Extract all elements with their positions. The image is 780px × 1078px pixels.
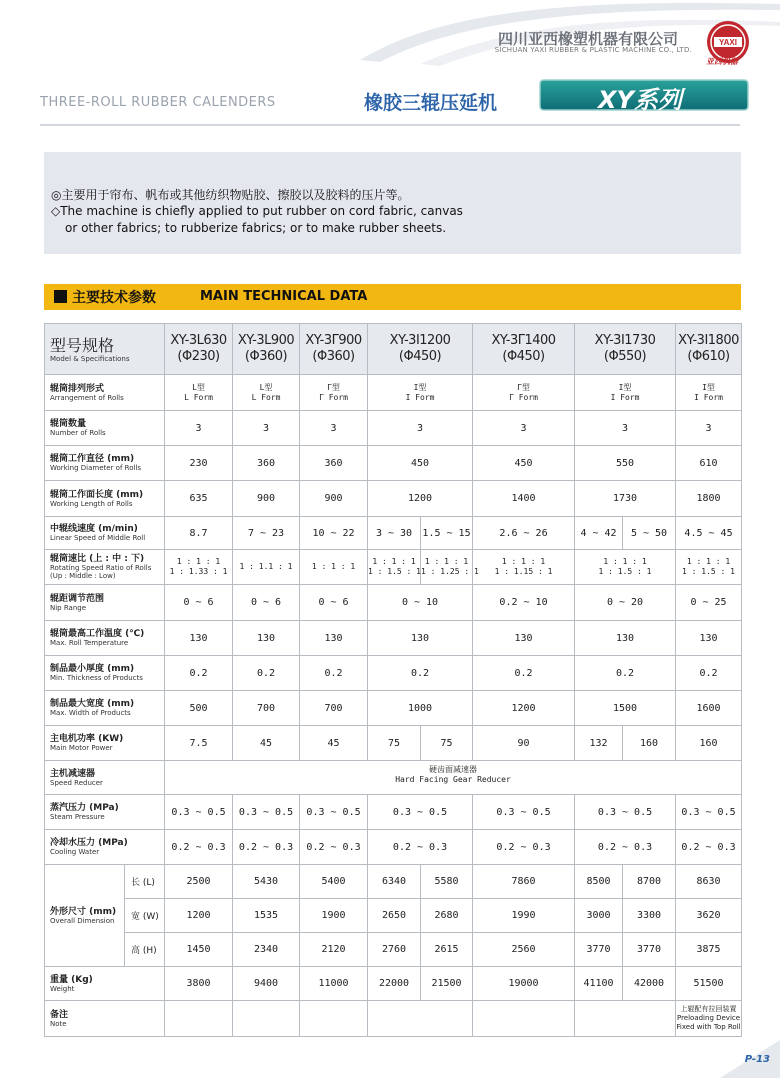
cell-text: Max. Width of Products — [50, 709, 131, 717]
model-col-6 — [575, 324, 676, 375]
table-cell: 8.7 — [165, 517, 233, 550]
cell-text: XY-3I1800 — [678, 333, 739, 348]
section-title-cn: 主要技术参数 — [72, 290, 156, 306]
table-cell: 7860 — [473, 865, 575, 899]
cell-text: (Φ550) — [603, 349, 647, 364]
cell-text: Hard Facing Gear Reducer — [395, 775, 511, 784]
cell-text: 1 : 1.25 : 1 — [421, 567, 479, 576]
table-cell: 0.2 ~ 0.3 — [233, 830, 300, 865]
table-cell — [368, 550, 421, 585]
table-cell: 90 — [473, 726, 575, 761]
cell-text: 1 : 1 : 1 — [311, 562, 356, 571]
table-row-power — [45, 726, 742, 761]
table-cell: 130 — [473, 621, 575, 656]
table-row-reducer — [45, 761, 742, 795]
cell-text: 主机减速器 — [50, 768, 96, 779]
cell-text: Cooling Water — [50, 848, 100, 856]
table-cell: 700 — [233, 691, 300, 726]
table-cell: 19000 — [473, 967, 575, 1001]
table-cell: 130 — [165, 621, 233, 656]
table-cell: 3770 — [623, 933, 676, 967]
table-cell: 230 — [165, 446, 233, 481]
cell-text: 辊筒最高工作温度 (℃) — [50, 629, 145, 639]
cell-text: XY-3I1730 — [594, 333, 656, 348]
table-cell: 360 — [233, 446, 300, 481]
model-col-4 — [368, 324, 473, 375]
cell-text: Linear Speed of Middle Roll — [50, 534, 146, 542]
table-cell — [421, 550, 479, 585]
table-cell: 130 — [368, 621, 473, 656]
table-row-thickness — [45, 656, 742, 691]
row-label — [45, 1001, 165, 1037]
table-cell: 0.2 — [676, 656, 742, 691]
section-square-icon — [54, 290, 67, 303]
table-cell: 3300 — [623, 899, 676, 933]
table-cell — [473, 1001, 575, 1037]
table-cell: 1.5 ~ 15 — [421, 517, 473, 550]
cell-text: (Φ610) — [687, 349, 730, 364]
cell-text: I Form — [405, 392, 435, 402]
table-cell: 1200 — [368, 481, 473, 517]
row-label — [45, 517, 165, 550]
table-cell: 22000 — [368, 967, 421, 1001]
table-cell: 3620 — [676, 899, 742, 933]
cell-text: 辊距调节范围 — [50, 593, 105, 604]
table-cell — [233, 375, 300, 411]
company-name-cn: 四川亚西橡塑机器有限公司 — [497, 30, 678, 48]
table-cell: 360 — [300, 446, 368, 481]
table-cell: 3 — [575, 411, 676, 446]
table-cell — [368, 1001, 473, 1037]
table-row-arrangement — [45, 375, 742, 411]
table-cell: 1200 — [165, 899, 233, 933]
cell-text: (Φ360) — [244, 349, 288, 364]
table-cell: 5430 — [233, 865, 300, 899]
cell-text: Working Length of Rolls — [50, 499, 133, 508]
table-cell — [165, 1001, 233, 1037]
cell-text: Weight — [50, 984, 75, 993]
cell-text: 1 : 1.33 : 1 — [169, 567, 228, 576]
table-row-steam — [45, 795, 742, 830]
table-cell: 3770 — [575, 933, 623, 967]
table-cell: 0 ~ 25 — [676, 585, 742, 621]
table-cell: 0 ~ 10 — [368, 585, 473, 621]
table-cell: 635 — [165, 481, 233, 517]
model-label-en: Model & Specifications — [50, 354, 130, 363]
table-cell: 500 — [165, 691, 233, 726]
cell-text: XY-3L630 — [170, 333, 227, 348]
cell-text: 中辊线速度 (m/min) — [50, 524, 138, 534]
cell-text: Overall Dimension — [50, 916, 115, 925]
table-cell: 2650 — [368, 899, 421, 933]
table-cell — [233, 550, 300, 585]
cell-text: 辊筒工作直径 (mm) — [50, 454, 135, 464]
table-cell: 130 — [300, 621, 368, 656]
cell-text: 1 : 1.5 : 1 — [682, 567, 735, 576]
table-row-diameter — [45, 446, 742, 481]
cell-text: 备注 — [50, 1009, 69, 1020]
table-cell: 0.2 — [368, 656, 473, 691]
row-label — [45, 691, 165, 726]
table-row-number — [45, 411, 742, 446]
table-cell: 0.3 ~ 0.5 — [575, 795, 676, 830]
cell-text: I型 — [702, 382, 715, 392]
row-label — [45, 795, 165, 830]
cell-text: Γ型 — [517, 382, 530, 392]
table-cell — [575, 1001, 676, 1037]
cell-text: (Φ230) — [177, 349, 220, 364]
table-cell: 0 ~ 6 — [165, 585, 233, 621]
table-cell: 3875 — [676, 933, 742, 967]
cell-text: Fixed with Top Roll — [676, 1023, 741, 1031]
cell-text: 辊筒排列形式 — [50, 383, 105, 394]
table-cell: 8700 — [623, 865, 676, 899]
table-cell: 45 — [300, 726, 368, 761]
table-row-weight — [45, 967, 742, 1001]
table-row-dim-h — [45, 933, 742, 967]
cell-text: 1 : 1 : 1 — [372, 557, 416, 566]
model-col-5 — [473, 324, 575, 375]
table-cell: 6340 — [368, 865, 421, 899]
table-cell: 1730 — [575, 481, 676, 517]
table-row-ratio — [45, 550, 742, 585]
cell-text: XY-3Γ1400 — [491, 333, 556, 348]
table-cell: 3 — [676, 411, 742, 446]
cell-text: Γ型 — [327, 382, 340, 392]
section-title-en: MAIN TECHNICAL DATA — [200, 289, 368, 304]
cell-text: 1 : 1.5 : 1 — [368, 567, 421, 576]
table-cell: 7.5 — [165, 726, 233, 761]
cell-text: Number of Rolls — [50, 429, 106, 437]
table-cell: 130 — [676, 621, 742, 656]
table-row-note — [45, 1001, 742, 1037]
table-cell — [165, 550, 233, 585]
table-cell: 5400 — [300, 865, 368, 899]
table-cell: 4 ~ 42 — [575, 517, 623, 550]
table-cell — [165, 761, 742, 795]
cell-text: 1 : 1 : 1 — [424, 557, 469, 566]
table-cell: 900 — [233, 481, 300, 517]
table-cell: 0 ~ 6 — [233, 585, 300, 621]
table-cell: 0.2 — [233, 656, 300, 691]
cell-text: 1 : 1.1 : 1 — [239, 562, 293, 571]
table-cell: 0.3 ~ 0.5 — [676, 795, 742, 830]
table-cell: 160 — [623, 726, 676, 761]
table-cell: 550 — [575, 446, 676, 481]
table-cell — [575, 550, 676, 585]
table-cell: 0.2 — [473, 656, 575, 691]
table-cell: 3 — [233, 411, 300, 446]
table-cell: 高 (H) — [125, 933, 165, 967]
table-cell: 0.3 ~ 0.5 — [300, 795, 368, 830]
table-cell: 0.2 ~ 0.3 — [368, 830, 473, 865]
header-divider — [40, 124, 740, 126]
table-cell: 45 — [233, 726, 300, 761]
cell-text: 蒸汽压力 (MPa) — [50, 803, 119, 813]
row-label — [45, 446, 165, 481]
title-cn: 橡胶三辊压延机 — [364, 92, 498, 114]
cell-text: Γ Form — [319, 392, 348, 402]
table-cell: 宽 (W) — [125, 899, 165, 933]
intro-line-en-1: ◇The machine is chiefly applied to put rubber on cord fabric, canvas — [51, 204, 463, 218]
cell-text: 辊筒数量 — [50, 419, 87, 429]
row-label — [45, 761, 165, 795]
table-cell: 3 — [165, 411, 233, 446]
table-cell: 0.2 — [575, 656, 676, 691]
table-cell: 132 — [575, 726, 623, 761]
table-cell — [575, 375, 676, 411]
cell-text: Working Diameter of Rolls — [50, 464, 142, 472]
table-cell: 160 — [676, 726, 742, 761]
table-row-width — [45, 691, 742, 726]
logo-lettering: YAXI — [719, 38, 737, 47]
table-cell: 1990 — [473, 899, 575, 933]
row-label — [45, 865, 125, 967]
table-row-speed — [45, 517, 742, 550]
cell-text: (Φ360) — [312, 349, 355, 364]
cell-text: Preloading Device — [676, 1014, 741, 1022]
table-cell: 0.2 ~ 0.3 — [676, 830, 742, 865]
cell-text: XY-3Γ900 — [305, 333, 362, 348]
table-row-temperature — [45, 621, 742, 656]
table-cell: 4.5 ~ 45 — [676, 517, 742, 550]
cell-text: 外形尺寸 (mm) — [50, 906, 117, 917]
cell-text: (Φ450) — [398, 349, 442, 364]
table-cell: 0.3 ~ 0.5 — [165, 795, 233, 830]
table-row-length — [45, 481, 742, 517]
cell-text: 1 : 1.5 : 1 — [598, 567, 652, 576]
row-label — [45, 550, 165, 585]
table-cell — [676, 375, 742, 411]
cell-text: L Form — [251, 392, 281, 402]
table-cell: 0 ~ 20 — [575, 585, 676, 621]
row-label — [45, 967, 165, 1001]
table-cell: 2.6 ~ 26 — [473, 517, 575, 550]
table-cell — [300, 375, 368, 411]
table-cell: 2760 — [368, 933, 421, 967]
table-cell: 5580 — [421, 865, 473, 899]
table-cell: 2615 — [421, 933, 473, 967]
table-cell: 0.2 ~ 0.3 — [473, 830, 575, 865]
table-cell — [300, 1001, 368, 1037]
table-cell: 0.2 ~ 0.3 — [575, 830, 676, 865]
cell-text: 辊筒速比 (上 : 中 : 下) — [50, 554, 145, 564]
table-cell — [165, 375, 233, 411]
cell-text: 制品最大宽度 (mm) — [50, 699, 135, 709]
table-cell: 75 — [421, 726, 473, 761]
table-cell: 3 — [368, 411, 473, 446]
table-cell: 9400 — [233, 967, 300, 1001]
cell-text: Max. Roll Temperature — [50, 639, 129, 647]
table-cell — [676, 550, 742, 585]
row-label — [45, 726, 165, 761]
table-cell: 3 — [473, 411, 575, 446]
table-cell: 2560 — [473, 933, 575, 967]
cell-text: L型 — [259, 382, 273, 392]
table-cell: 21500 — [421, 967, 473, 1001]
table-cell: 1600 — [676, 691, 742, 726]
table-cell: 0.2 ~ 0.3 — [165, 830, 233, 865]
table-cell: 1200 — [473, 691, 575, 726]
cell-text: 冷却水压力 (MPa) — [50, 838, 128, 848]
table-cell: 5 ~ 50 — [623, 517, 676, 550]
table-cell: 2680 — [421, 899, 473, 933]
table-cell: 130 — [233, 621, 300, 656]
cell-text: (Φ450) — [502, 349, 545, 364]
row-label — [45, 621, 165, 656]
cell-text: 主电机功率 (KW) — [50, 734, 124, 744]
intro-line-en-2: or other fabrics; to rubberize fabrics; or to make rubber sheets. — [65, 221, 447, 235]
table-cell: 0.3 ~ 0.5 — [473, 795, 575, 830]
table-cell — [473, 375, 575, 411]
table-cell: 0.2 — [300, 656, 368, 691]
cell-text: Rotating Speed Ratio of Rolls — [50, 564, 152, 572]
logo-caption: 亚西机器 — [706, 57, 738, 66]
table-cell: 2120 — [300, 933, 368, 967]
table-cell: 0.2 ~ 10 — [473, 585, 575, 621]
table-cell: 1000 — [368, 691, 473, 726]
table-cell: 41100 — [575, 967, 623, 1001]
cell-text: 1 : 1 : 1 — [176, 557, 221, 566]
table-row-dim-w — [45, 899, 742, 933]
header-swoosh — [0, 0, 780, 140]
table-cell: 8630 — [676, 865, 742, 899]
intro-line-cn: ◎主要用于帘布、帆布或其他纺织物贴胶、擦胶以及胶料的压片等。 — [51, 188, 410, 202]
table-cell: 2340 — [233, 933, 300, 967]
cell-text: Note — [50, 1019, 67, 1028]
cell-text: Nip Range — [50, 603, 87, 612]
cell-text: I Form — [694, 392, 723, 402]
cell-text: 1 : 1 : 1 — [603, 557, 647, 566]
table-cell — [233, 1001, 300, 1037]
cell-text: 辊筒工作面长度 (mm) — [50, 489, 144, 500]
model-col-3 — [300, 324, 368, 375]
table-cell: 900 — [300, 481, 368, 517]
table-cell: 2500 — [165, 865, 233, 899]
cell-text: Min. Thickness of Products — [50, 674, 143, 682]
row-label — [45, 830, 165, 865]
row-label — [45, 375, 165, 411]
row-label — [45, 411, 165, 446]
table-cell: 3 ~ 30 — [368, 517, 421, 550]
table-cell: 130 — [575, 621, 676, 656]
row-label — [45, 656, 165, 691]
cell-text: Speed Reducer — [50, 778, 103, 787]
table-cell: 1535 — [233, 899, 300, 933]
cell-text: I型 — [618, 382, 632, 392]
cell-text: 重量 (Kg) — [50, 974, 93, 985]
table-cell: 8500 — [575, 865, 623, 899]
cell-text: L型 — [192, 382, 205, 392]
cell-text: XY-3L900 — [237, 333, 295, 348]
title-en: THREE-ROLL RUBBER CALENDERS — [40, 95, 276, 110]
table-cell: 3 — [300, 411, 368, 446]
model-col-2 — [233, 324, 300, 375]
company-name-en: SICHUAN YAXI RUBBER & PLASTIC MACHINE CO., LTD. — [494, 46, 692, 54]
series-label: XY系列 — [598, 86, 682, 114]
table-cell: 1400 — [473, 481, 575, 517]
table-cell — [676, 1001, 742, 1037]
table-cell: 0.3 ~ 0.5 — [233, 795, 300, 830]
table-row-dim-l — [45, 865, 742, 899]
table-cell: 11000 — [300, 967, 368, 1001]
cell-text: 上辊配有拉回装置 — [680, 1005, 737, 1013]
table-cell: 51500 — [676, 967, 742, 1001]
model-label-cell — [45, 324, 165, 375]
table-cell: 1800 — [676, 481, 742, 517]
table-cell: 42000 — [623, 967, 676, 1001]
table-cell: 0.2 ~ 0.3 — [300, 830, 368, 865]
table-cell: 1450 — [165, 933, 233, 967]
table-row-nip — [45, 585, 742, 621]
page-number: P-13 — [744, 1054, 770, 1065]
table-cell: 610 — [676, 446, 742, 481]
table-cell: 3000 — [575, 899, 623, 933]
row-label — [45, 481, 165, 517]
table-cell: 0.3 ~ 0.5 — [368, 795, 473, 830]
cell-text: 1 : 1.15 : 1 — [494, 567, 553, 576]
table-cell: 7 ~ 23 — [233, 517, 300, 550]
cell-text: Main Motor Power — [50, 744, 113, 752]
cell-text: L Form — [184, 392, 213, 402]
cell-text: 1 : 1 : 1 — [501, 557, 546, 566]
table-cell — [300, 550, 368, 585]
table-cell: 450 — [473, 446, 575, 481]
cell-text: 硬齿面减速器 — [429, 765, 478, 774]
cell-text: 制品最小厚度 (mm) — [50, 664, 135, 674]
intro-box — [44, 152, 741, 254]
table-cell — [473, 550, 575, 585]
table-cell: 长 (L) — [125, 865, 165, 899]
table-cell: 700 — [300, 691, 368, 726]
row-label — [45, 585, 165, 621]
table-cell: 75 — [368, 726, 421, 761]
table-cell: 10 ~ 22 — [300, 517, 368, 550]
table-cell: 0.2 — [165, 656, 233, 691]
table-cell — [368, 375, 473, 411]
cell-text: I Form — [610, 392, 640, 402]
cell-text: 1 : 1 : 1 — [686, 557, 731, 566]
table-cell: 1900 — [300, 899, 368, 933]
spec-table — [44, 323, 741, 1038]
cell-text: XY-3I1200 — [389, 333, 451, 348]
table-cell: 3800 — [165, 967, 233, 1001]
model-col-7 — [676, 324, 742, 375]
model-col-1 — [165, 324, 233, 375]
cell-text: Arrangement of Rolls — [50, 393, 124, 402]
cell-text: Γ Form — [509, 392, 538, 402]
table-header-row — [45, 324, 742, 375]
table-cell: 0 ~ 6 — [300, 585, 368, 621]
table-cell: 450 — [368, 446, 473, 481]
model-label-cn: 型号规格 — [50, 335, 115, 355]
cell-text: I型 — [413, 382, 427, 392]
cell-text: Steam Pressure — [50, 813, 105, 821]
cell-text: (Up : Middle : Low) — [50, 572, 116, 580]
table-cell: 1500 — [575, 691, 676, 726]
table-row-water — [45, 830, 742, 865]
